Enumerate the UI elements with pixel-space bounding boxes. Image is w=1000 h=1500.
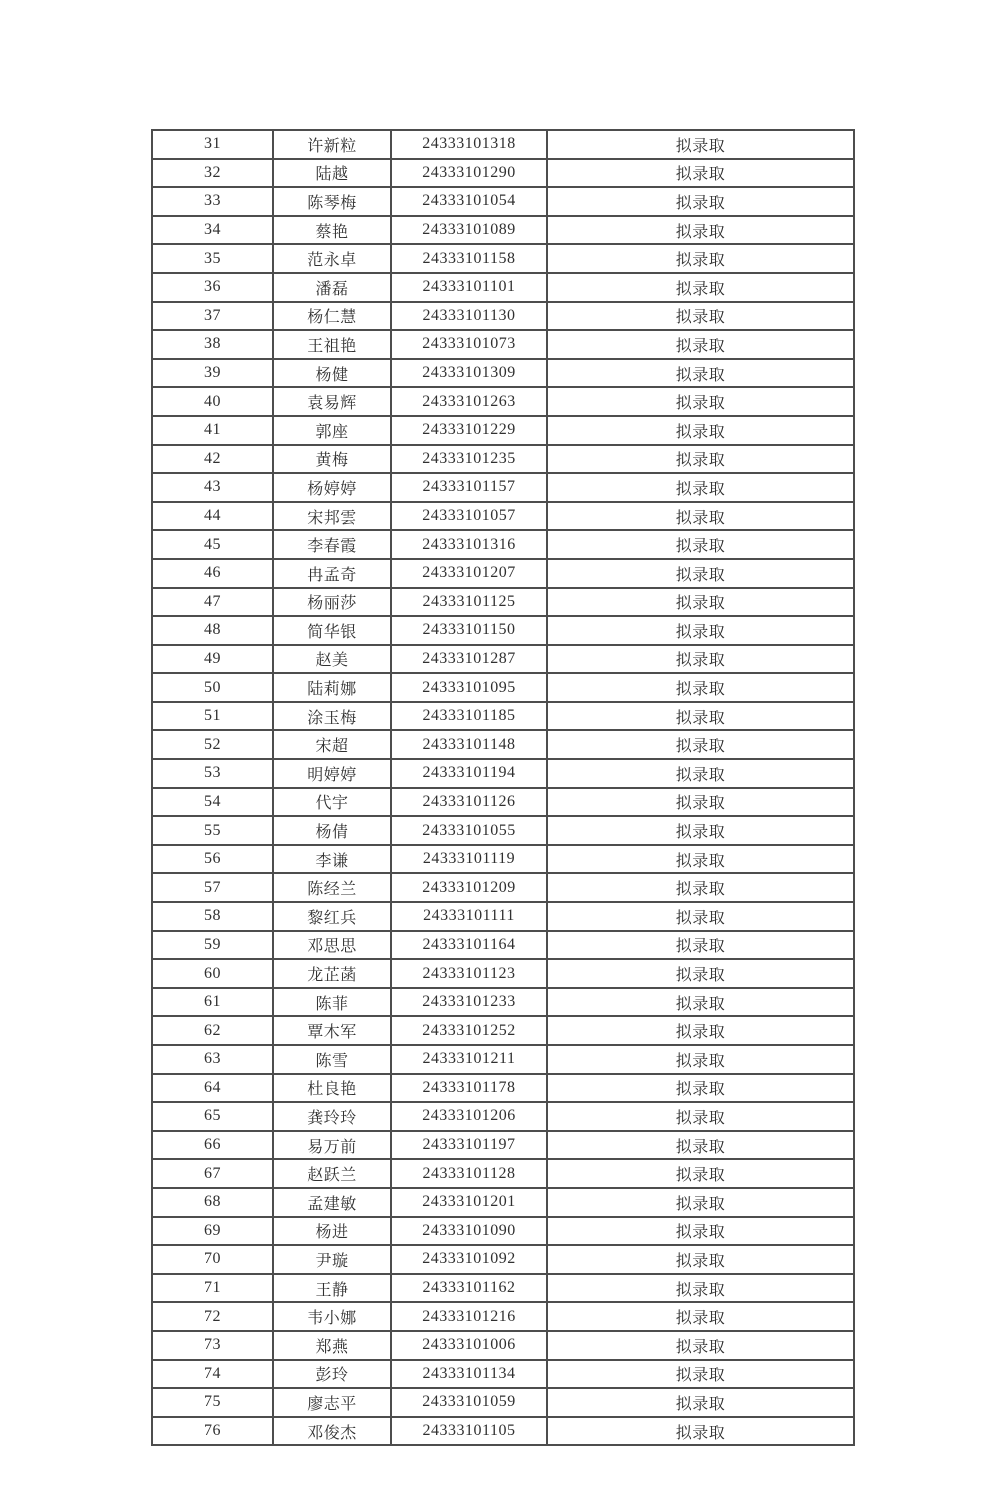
name-cell: 邓思思 <box>273 931 391 960</box>
table-row <box>152 273 854 302</box>
table-row <box>152 1188 854 1217</box>
row-number-cell: 39 <box>152 359 273 388</box>
admission-table-body <box>152 130 854 1445</box>
row-number-cell: 69 <box>152 1217 273 1246</box>
table-row <box>152 702 854 731</box>
name-cell: 潘磊 <box>273 273 391 302</box>
status-cell: 拟录取 <box>547 1159 854 1188</box>
status-cell: 拟录取 <box>547 931 854 960</box>
table-row <box>152 616 854 645</box>
status-cell: 拟录取 <box>547 159 854 188</box>
exam-id-cell: 24333101229 <box>391 416 547 445</box>
table-row <box>152 645 854 674</box>
table-row <box>152 1388 854 1417</box>
exam-id-cell: 24333101290 <box>391 159 547 188</box>
exam-id-cell: 24333101055 <box>391 816 547 845</box>
status-cell: 拟录取 <box>547 845 854 874</box>
row-number-cell: 53 <box>152 759 273 788</box>
name-cell: 简华银 <box>273 616 391 645</box>
exam-id-cell: 24333101263 <box>391 387 547 416</box>
name-cell: 王祖艳 <box>273 330 391 359</box>
row-number-cell: 56 <box>152 845 273 874</box>
table-row <box>152 759 854 788</box>
exam-id-cell: 24333101105 <box>391 1417 547 1446</box>
row-number-cell: 54 <box>152 788 273 817</box>
name-cell: 宋超 <box>273 730 391 759</box>
name-cell: 李春霞 <box>273 530 391 559</box>
exam-id-cell: 24333101095 <box>391 673 547 702</box>
table-row <box>152 845 854 874</box>
row-number-cell: 48 <box>152 616 273 645</box>
row-number-cell: 71 <box>152 1274 273 1303</box>
row-number-cell: 51 <box>152 702 273 731</box>
exam-id-cell: 24333101073 <box>391 330 547 359</box>
table-row <box>152 302 854 331</box>
table-row <box>152 959 854 988</box>
table-row <box>152 216 854 245</box>
row-number-cell: 74 <box>152 1360 273 1389</box>
name-cell: 孟建敏 <box>273 1188 391 1217</box>
name-cell: 杨仁慧 <box>273 302 391 331</box>
row-number-cell: 64 <box>152 1074 273 1103</box>
exam-id-cell: 24333101089 <box>391 216 547 245</box>
status-cell: 拟录取 <box>547 187 854 216</box>
status-cell: 拟录取 <box>547 616 854 645</box>
status-cell: 拟录取 <box>547 1016 854 1045</box>
name-cell: 邓俊杰 <box>273 1417 391 1446</box>
table-row <box>152 1131 854 1160</box>
table-row <box>152 816 854 845</box>
table-row <box>152 588 854 617</box>
table-row <box>152 445 854 474</box>
exam-id-cell: 24333101059 <box>391 1388 547 1417</box>
exam-id-cell: 24333101316 <box>391 530 547 559</box>
row-number-cell: 37 <box>152 302 273 331</box>
row-number-cell: 68 <box>152 1188 273 1217</box>
name-cell: 李谦 <box>273 845 391 874</box>
status-cell: 拟录取 <box>547 1245 854 1274</box>
name-cell: 尹璇 <box>273 1245 391 1274</box>
exam-id-cell: 24333101148 <box>391 730 547 759</box>
exam-id-cell: 24333101194 <box>391 759 547 788</box>
status-cell: 拟录取 <box>547 387 854 416</box>
row-number-cell: 43 <box>152 473 273 502</box>
table-row <box>152 1360 854 1389</box>
name-cell: 陆越 <box>273 159 391 188</box>
status-cell: 拟录取 <box>547 1274 854 1303</box>
table-row <box>152 873 854 902</box>
exam-id-cell: 24333101054 <box>391 187 547 216</box>
row-number-cell: 58 <box>152 902 273 931</box>
name-cell: 黎红兵 <box>273 902 391 931</box>
exam-id-cell: 24333101318 <box>391 130 547 159</box>
name-cell: 蔡艳 <box>273 216 391 245</box>
name-cell: 覃木军 <box>273 1016 391 1045</box>
table-row <box>152 502 854 531</box>
status-cell: 拟录取 <box>547 445 854 474</box>
exam-id-cell: 24333101134 <box>391 1360 547 1389</box>
exam-id-cell: 24333101252 <box>391 1016 547 1045</box>
table-row <box>152 931 854 960</box>
status-cell: 拟录取 <box>547 673 854 702</box>
name-cell: 廖志平 <box>273 1388 391 1417</box>
table-row <box>152 788 854 817</box>
name-cell: 龚玲玲 <box>273 1102 391 1131</box>
name-cell: 郭座 <box>273 416 391 445</box>
name-cell: 韦小娜 <box>273 1302 391 1331</box>
row-number-cell: 73 <box>152 1331 273 1360</box>
name-cell: 袁易辉 <box>273 387 391 416</box>
status-cell: 拟录取 <box>547 588 854 617</box>
status-cell: 拟录取 <box>547 1045 854 1074</box>
row-number-cell: 31 <box>152 130 273 159</box>
exam-id-cell: 24333101125 <box>391 588 547 617</box>
table-row <box>152 530 854 559</box>
status-cell: 拟录取 <box>547 873 854 902</box>
status-cell: 拟录取 <box>547 1331 854 1360</box>
exam-id-cell: 24333101130 <box>391 302 547 331</box>
exam-id-cell: 24333101197 <box>391 1131 547 1160</box>
name-cell: 陈菲 <box>273 988 391 1017</box>
status-cell: 拟录取 <box>547 788 854 817</box>
row-number-cell: 60 <box>152 959 273 988</box>
name-cell: 赵美 <box>273 645 391 674</box>
status-cell: 拟录取 <box>547 1131 854 1160</box>
name-cell: 杨健 <box>273 359 391 388</box>
status-cell: 拟录取 <box>547 273 854 302</box>
table-row <box>152 1245 854 1274</box>
status-cell: 拟录取 <box>547 988 854 1017</box>
table-row <box>152 1417 854 1446</box>
admission-table <box>151 129 855 1446</box>
row-number-cell: 55 <box>152 816 273 845</box>
exam-id-cell: 24333101164 <box>391 931 547 960</box>
status-cell: 拟录取 <box>547 1388 854 1417</box>
exam-id-cell: 24333101157 <box>391 473 547 502</box>
name-cell: 杨丽莎 <box>273 588 391 617</box>
name-cell: 冉孟奇 <box>273 559 391 588</box>
name-cell: 陆莉娜 <box>273 673 391 702</box>
exam-id-cell: 24333101233 <box>391 988 547 1017</box>
table-row <box>152 1159 854 1188</box>
status-cell: 拟录取 <box>547 959 854 988</box>
table-row <box>152 159 854 188</box>
exam-id-cell: 24333101006 <box>391 1331 547 1360</box>
table-row <box>152 1302 854 1331</box>
row-number-cell: 59 <box>152 931 273 960</box>
name-cell: 杨进 <box>273 1217 391 1246</box>
exam-id-cell: 24333101123 <box>391 959 547 988</box>
row-number-cell: 46 <box>152 559 273 588</box>
row-number-cell: 63 <box>152 1045 273 1074</box>
row-number-cell: 72 <box>152 1302 273 1331</box>
table-row <box>152 1274 854 1303</box>
status-cell: 拟录取 <box>547 1102 854 1131</box>
exam-id-cell: 24333101235 <box>391 445 547 474</box>
name-cell: 陈琴梅 <box>273 187 391 216</box>
row-number-cell: 57 <box>152 873 273 902</box>
status-cell: 拟录取 <box>547 502 854 531</box>
table-row <box>152 330 854 359</box>
exam-id-cell: 24333101309 <box>391 359 547 388</box>
row-number-cell: 35 <box>152 244 273 273</box>
name-cell: 黄梅 <box>273 445 391 474</box>
exam-id-cell: 24333101185 <box>391 702 547 731</box>
row-number-cell: 45 <box>152 530 273 559</box>
exam-id-cell: 24333101126 <box>391 788 547 817</box>
row-number-cell: 36 <box>152 273 273 302</box>
name-cell: 龙芷菡 <box>273 959 391 988</box>
row-number-cell: 41 <box>152 416 273 445</box>
row-number-cell: 76 <box>152 1417 273 1446</box>
name-cell: 陈经兰 <box>273 873 391 902</box>
status-cell: 拟录取 <box>547 473 854 502</box>
status-cell: 拟录取 <box>547 216 854 245</box>
name-cell: 彭玲 <box>273 1360 391 1389</box>
row-number-cell: 66 <box>152 1131 273 1160</box>
status-cell: 拟录取 <box>547 816 854 845</box>
name-cell: 王静 <box>273 1274 391 1303</box>
name-cell: 易万前 <box>273 1131 391 1160</box>
exam-id-cell: 24333101090 <box>391 1217 547 1246</box>
exam-id-cell: 24333101209 <box>391 873 547 902</box>
row-number-cell: 40 <box>152 387 273 416</box>
name-cell: 杜良艳 <box>273 1074 391 1103</box>
status-cell: 拟录取 <box>547 1360 854 1389</box>
exam-id-cell: 24333101206 <box>391 1102 547 1131</box>
table-row <box>152 1016 854 1045</box>
table-row <box>152 473 854 502</box>
exam-id-cell: 24333101162 <box>391 1274 547 1303</box>
table-row <box>152 730 854 759</box>
status-cell: 拟录取 <box>547 559 854 588</box>
exam-id-cell: 24333101207 <box>391 559 547 588</box>
name-cell: 赵跃兰 <box>273 1159 391 1188</box>
row-number-cell: 62 <box>152 1016 273 1045</box>
name-cell: 陈雪 <box>273 1045 391 1074</box>
name-cell: 杨倩 <box>273 816 391 845</box>
exam-id-cell: 24333101150 <box>391 616 547 645</box>
exam-id-cell: 24333101092 <box>391 1245 547 1274</box>
status-cell: 拟录取 <box>547 130 854 159</box>
row-number-cell: 38 <box>152 330 273 359</box>
row-number-cell: 32 <box>152 159 273 188</box>
status-cell: 拟录取 <box>547 302 854 331</box>
status-cell: 拟录取 <box>547 1217 854 1246</box>
exam-id-cell: 24333101287 <box>391 645 547 674</box>
status-cell: 拟录取 <box>547 730 854 759</box>
name-cell: 郑燕 <box>273 1331 391 1360</box>
row-number-cell: 61 <box>152 988 273 1017</box>
name-cell: 明婷婷 <box>273 759 391 788</box>
row-number-cell: 50 <box>152 673 273 702</box>
row-number-cell: 34 <box>152 216 273 245</box>
exam-id-cell: 24333101128 <box>391 1159 547 1188</box>
status-cell: 拟录取 <box>547 645 854 674</box>
table-row <box>152 1217 854 1246</box>
table-row <box>152 1102 854 1131</box>
status-cell: 拟录取 <box>547 1302 854 1331</box>
table-row <box>152 988 854 1017</box>
table-row <box>152 130 854 159</box>
row-number-cell: 70 <box>152 1245 273 1274</box>
table-row <box>152 416 854 445</box>
status-cell: 拟录取 <box>547 359 854 388</box>
status-cell: 拟录取 <box>547 1188 854 1217</box>
row-number-cell: 33 <box>152 187 273 216</box>
row-number-cell: 42 <box>152 445 273 474</box>
row-number-cell: 49 <box>152 645 273 674</box>
row-number-cell: 44 <box>152 502 273 531</box>
status-cell: 拟录取 <box>547 702 854 731</box>
row-number-cell: 47 <box>152 588 273 617</box>
table-row <box>152 559 854 588</box>
row-number-cell: 75 <box>152 1388 273 1417</box>
name-cell: 代宇 <box>273 788 391 817</box>
name-cell: 宋邦雲 <box>273 502 391 531</box>
table-row <box>152 1074 854 1103</box>
status-cell: 拟录取 <box>547 759 854 788</box>
table-row <box>152 902 854 931</box>
status-cell: 拟录取 <box>547 330 854 359</box>
table-row <box>152 187 854 216</box>
status-cell: 拟录取 <box>547 1074 854 1103</box>
exam-id-cell: 24333101178 <box>391 1074 547 1103</box>
status-cell: 拟录取 <box>547 902 854 931</box>
table-row <box>152 244 854 273</box>
exam-id-cell: 24333101211 <box>391 1045 547 1074</box>
status-cell: 拟录取 <box>547 1417 854 1446</box>
row-number-cell: 65 <box>152 1102 273 1131</box>
name-cell: 范永卓 <box>273 244 391 273</box>
table-row <box>152 359 854 388</box>
exam-id-cell: 24333101057 <box>391 502 547 531</box>
row-number-cell: 67 <box>152 1159 273 1188</box>
table-row <box>152 1331 854 1360</box>
name-cell: 杨婷婷 <box>273 473 391 502</box>
name-cell: 涂玉梅 <box>273 702 391 731</box>
exam-id-cell: 24333101216 <box>391 1302 547 1331</box>
table-row <box>152 673 854 702</box>
name-cell: 许新粒 <box>273 130 391 159</box>
table-row <box>152 1045 854 1074</box>
exam-id-cell: 24333101158 <box>391 244 547 273</box>
row-number-cell: 52 <box>152 730 273 759</box>
exam-id-cell: 24333101201 <box>391 1188 547 1217</box>
status-cell: 拟录取 <box>547 416 854 445</box>
exam-id-cell: 24333101111 <box>391 902 547 931</box>
status-cell: 拟录取 <box>547 244 854 273</box>
table-row <box>152 387 854 416</box>
exam-id-cell: 24333101101 <box>391 273 547 302</box>
exam-id-cell: 24333101119 <box>391 845 547 874</box>
status-cell: 拟录取 <box>547 530 854 559</box>
